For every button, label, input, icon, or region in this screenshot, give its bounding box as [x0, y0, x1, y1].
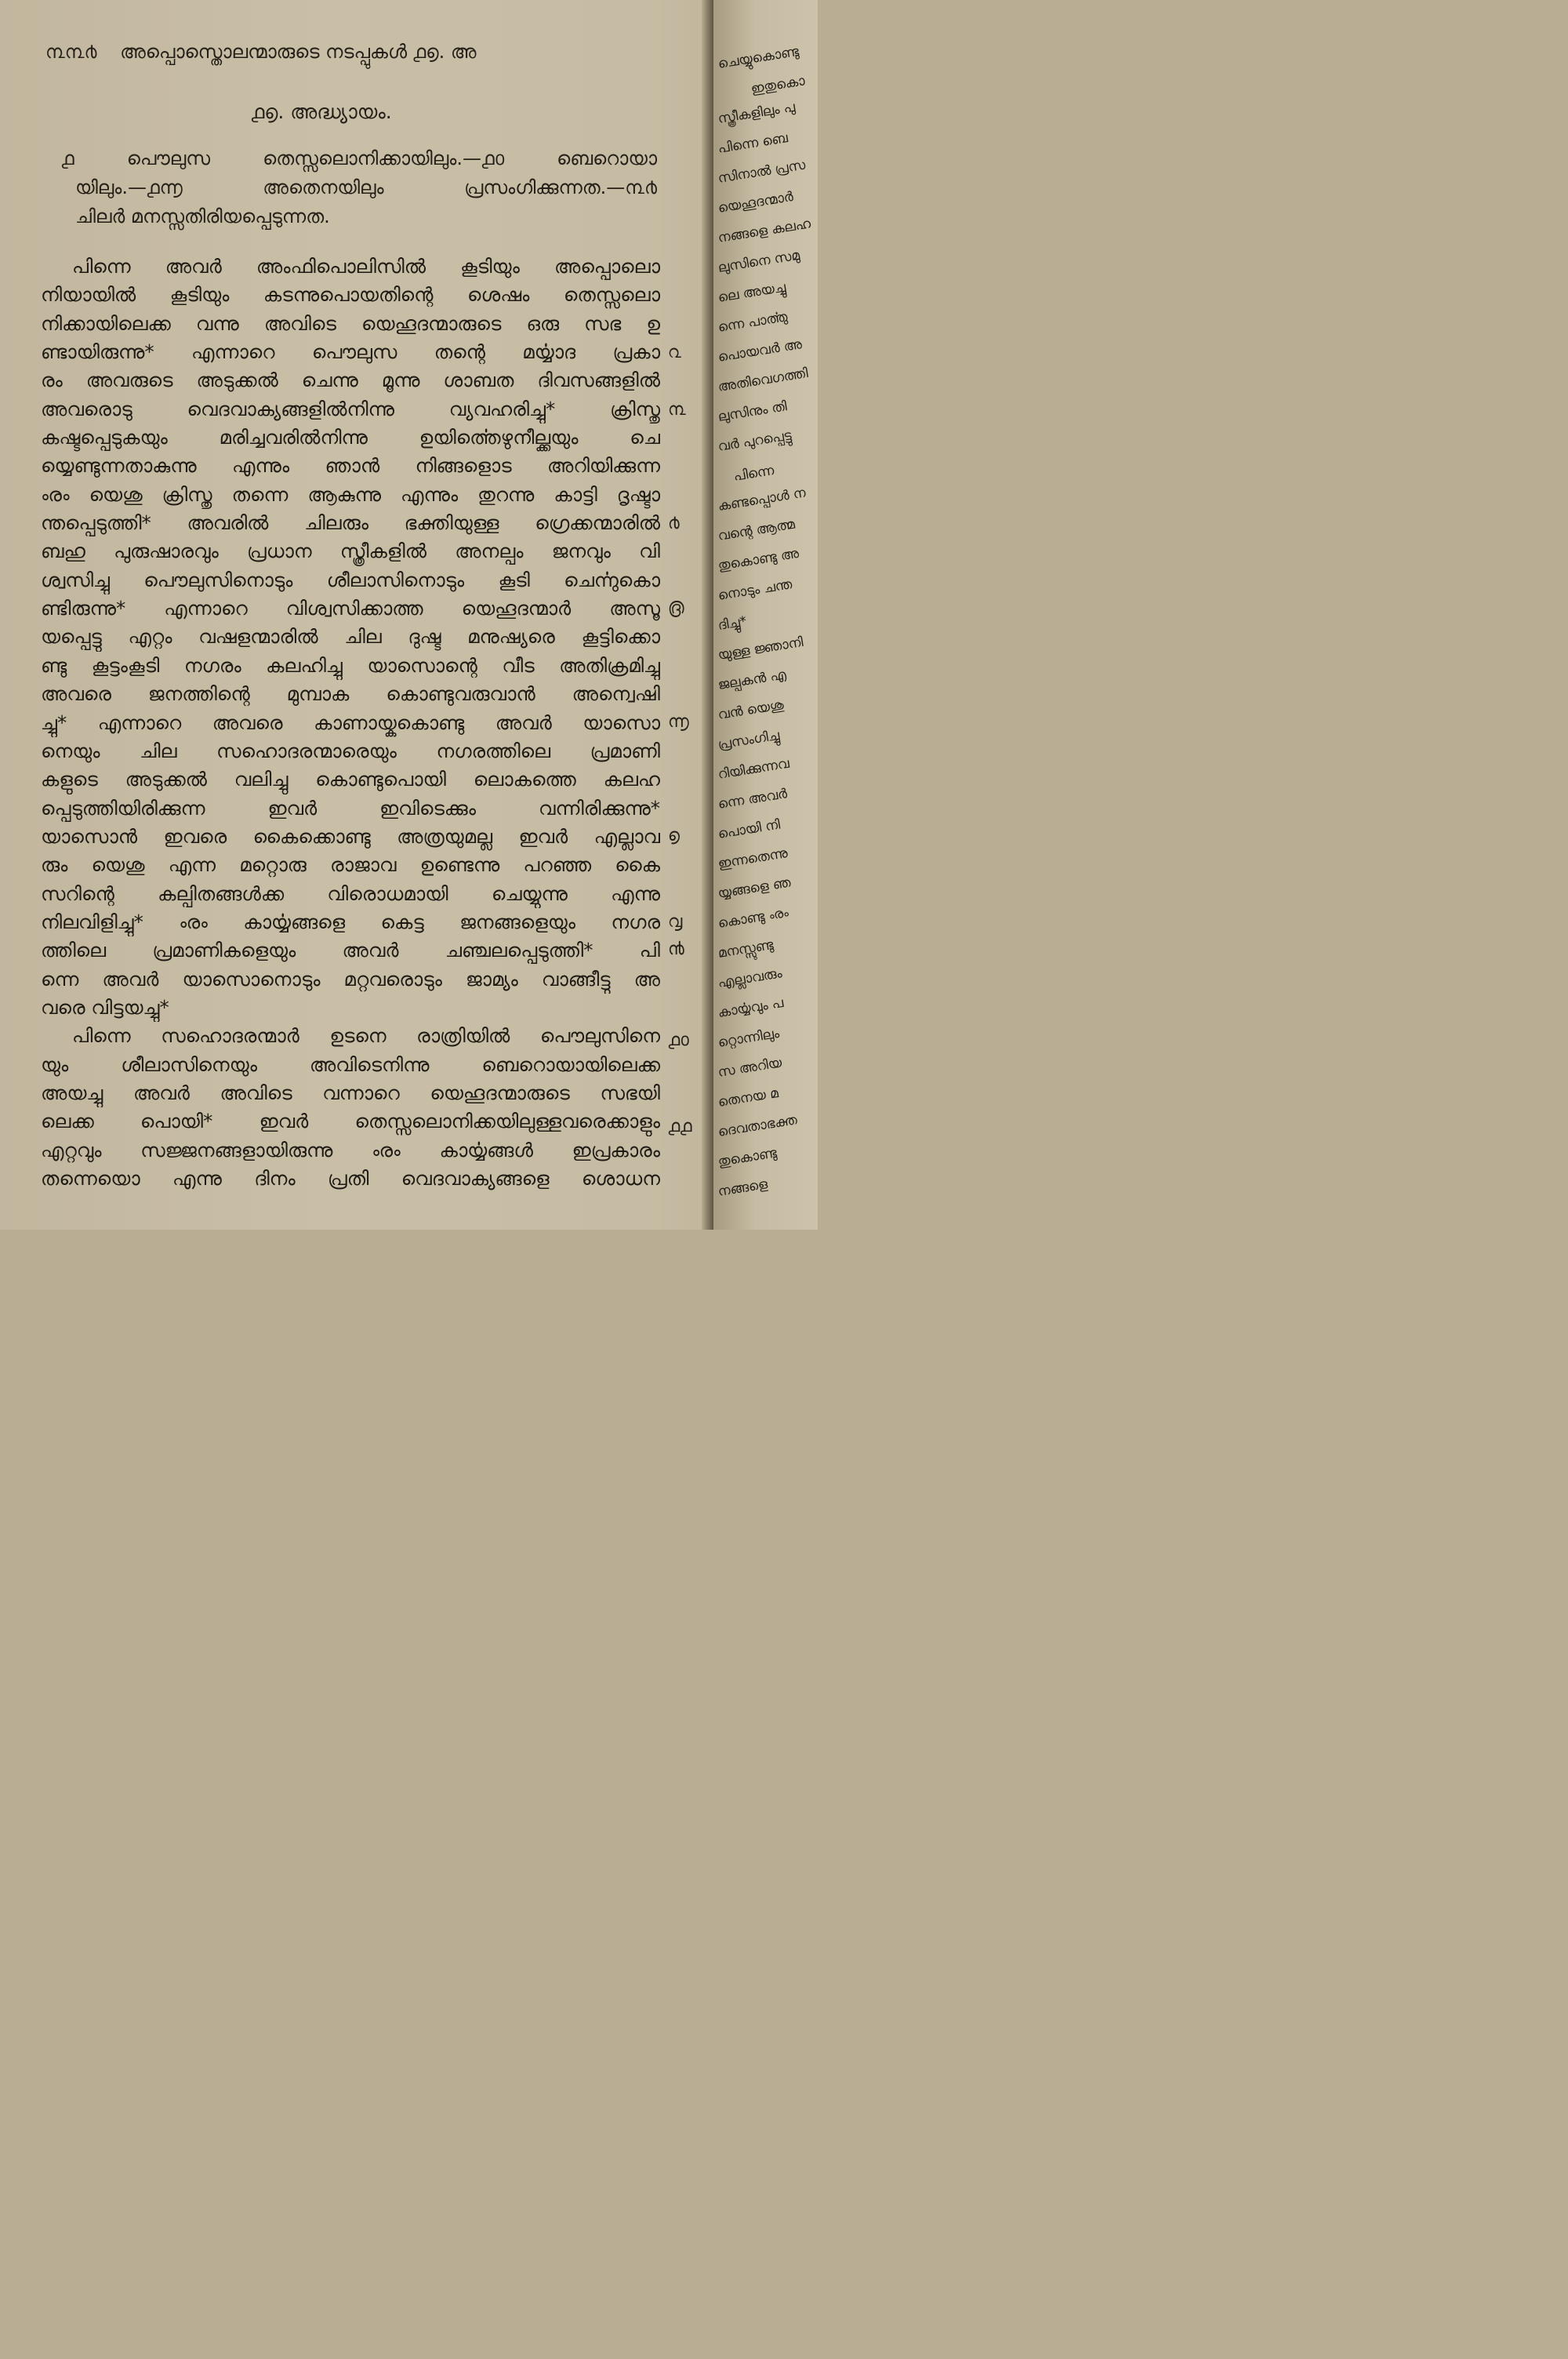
- facing-line: ദിച്ചു*: [717, 613, 748, 634]
- facing-line: നങ്ങളെ: [717, 1176, 769, 1200]
- chapter-summary: [61, 147, 657, 234]
- facing-line: തുകൊണ്ടു: [717, 1145, 779, 1170]
- facing-line: ചെയ്യുകൊണ്ടു: [717, 43, 800, 72]
- verse-number: ൫: [668, 598, 684, 618]
- facing-line: സ്ത്രീകളിലും പു: [717, 99, 797, 127]
- facing-line: പൊയി നി: [717, 816, 782, 842]
- body-line: നെയും ചില സഹൊദരന്മാരെയും നഗരത്തിലെ പ്രമാണി: [41, 739, 660, 762]
- body-line: നിക്കായിലെക്ക വന്നു അവിടെ യെഹൂദന്മാരുടെ ഒരു സഭ ഉ: [41, 311, 660, 335]
- running-header: [45, 41, 594, 63]
- chapter-title: ൧൭. അദ്ധ്യായം.: [251, 100, 392, 123]
- body-line: പിന്നെ സഹൊദരന്മാർ ഉടനെ രാത്രിയിൽ പൌലുസിനെ: [72, 1024, 660, 1048]
- body-line: പിന്നെ അവർ അംഫിപൊലിസിൽ കൂടിയും അപ്പൊലൊ: [72, 255, 660, 278]
- body-line: നിയായിൽ കൂടിയും കടന്നുപൊയതിന്റെ ശെഷം തെസ്സലൊ: [41, 283, 660, 307]
- facing-line: മനസ്സുണ്ടു: [717, 936, 775, 961]
- verse-number: ൯: [668, 940, 684, 959]
- summary-line: യിലും.—൧൬ അതെനയിലും പ്രസംഗിക്കുന്നത.—൩൪: [75, 176, 657, 198]
- facing-line: സിനാൽ പ്രസ: [717, 157, 807, 187]
- facing-line: വന്റെ ആത്മ: [717, 516, 797, 544]
- body-line: യ്യെണ്ടുന്നതാകുന്നു എന്നും ഞാൻ നിങ്ങളൊട അറിയിക്കുന്ന: [41, 454, 660, 478]
- facing-line: പ്രസംഗിച്ചു: [717, 727, 781, 753]
- facing-line: വർ പുറപ്പെട്ടു: [717, 427, 793, 455]
- body-line: യാസൊൻ ഇവരെ കൈക്കൊണ്ടു അത്രയുമല്ല ഇവർ എല്ലാവ: [41, 824, 660, 848]
- summary-line: ൧ പൌലുസ തെസ്സലൊനിക്കായിലും.—൧൦ ബെറൊയാ: [61, 147, 657, 169]
- facing-line: ഇന്നതെന്നു: [717, 845, 789, 872]
- body-line: യും ശീലാസിനെയും അവിടെനിന്നു ബെറൊയായിലെക്ക: [41, 1052, 660, 1076]
- verse-number: ൪: [668, 514, 680, 533]
- facing-line: ലെ അയച്ചു: [717, 279, 787, 306]
- body-line: വരെ വിട്ടയച്ചു*: [41, 995, 169, 1019]
- facing-line: നങ്ങളെ കലഹ: [717, 216, 812, 246]
- facing-line: അതിവെഗത്തി: [717, 365, 809, 395]
- body-line: ന്തപ്പെടുത്തി* അവരിൽ ചിലരും ഭക്തിയുള്ള ഗ്രെക്കന്മാരിൽ: [41, 511, 660, 535]
- facing-line: ജല്പകൻ എ: [717, 667, 788, 693]
- body-line: അവരൊടു വെദവാക്യങ്ങളിൽനിന്നു വ്യവഹരിച്ചു* ക്രിസ്തു: [41, 397, 660, 420]
- facing-line: റിയിക്കുന്നവ: [717, 755, 791, 783]
- body-line: അയച്ചു അവർ അവിടെ വന്നാറെ യെഹൂദന്മാരുടെ സഭയി: [41, 1081, 660, 1104]
- facing-page: [713, 0, 818, 1230]
- verse-number: ൬: [668, 712, 689, 732]
- facing-line: പിന്നെ: [732, 463, 775, 485]
- body-line: രും യെശു എന്ന മറ്റൊരു രാജാവ ഉണ്ടെന്നു പറഞ്ഞ കൈ: [41, 853, 660, 877]
- facing-line: ന്നെ അവർ: [717, 786, 789, 812]
- facing-line: യുള്ള ജ്ഞാനി: [717, 634, 804, 663]
- summary-line: ചിലർ മനസ്സതിരിയപ്പെടുന്നത.: [75, 205, 330, 227]
- body-line: കഷ്ടപ്പെടുകയും മരിച്ചവരിൽനിന്നു ഉയിൎത്തെഴുനീല്ക്കയും ചെ: [41, 426, 660, 449]
- facing-line: പിന്നെ ബെ: [717, 130, 789, 157]
- facing-line: കൊണ്ടു ൟ: [717, 904, 790, 932]
- book-title: അപ്പൊസ്തൊലന്മാരുടെ നടപ്പുകൾ ൧൭. അ: [120, 41, 477, 63]
- body-line: നിലവിളിച്ചു* ൟ കാൎയ്യങ്ങളെ കെട്ട ജനങ്ങളെയും നഗര: [41, 910, 660, 933]
- body-line: ണ്ടിരുന്നു* എന്നാറെ വിശ്വസിക്കാത്ത യെഹൂദന്മാർ അസൂ: [41, 597, 660, 620]
- body-line: രം അവരുടെ അടുക്കൽ ചെന്നു മൂന്നു ശാബത ദിവസങ്ങളിൽ: [41, 369, 660, 392]
- body-line: കളുടെ അടുക്കൽ വലിച്ചു കൊണ്ടുപൊയി ലൊകത്തെ കലഹ: [41, 768, 660, 791]
- body-line: തന്നെയൊ എന്നു ദിനം പ്രതി വെദവാക്യങ്ങളെ ശൊധന: [41, 1167, 660, 1190]
- body-line: സറിന്റെ കല്പിതങ്ങൾക്ക വിരൊധമായി ചെയ്യുന്നു എന്നു: [41, 881, 660, 905]
- facing-line: ഇതുകൊ: [750, 73, 806, 97]
- verse-number: ൧൧: [668, 1117, 692, 1136]
- body-line: ൟ യെശു ക്രിസ്തു തന്നെ ആകുന്നു എന്നും തുറന്നു കാട്ടി ദൃഷ്ടാ: [41, 482, 660, 506]
- body-line: ത്തിലെ പ്രമാണികളെയും അവർ ചഞ്ചലപ്പെടുത്തി* പി: [41, 939, 660, 962]
- body-line: എറ്റവും സജ്ജനങ്ങളായിരുന്നു ൟ കാൎയ്യങ്ങൾ ഇപ്രകാരം: [41, 1138, 660, 1161]
- facing-line: ലുസിനും തി: [717, 398, 789, 425]
- verse-number: ൭: [668, 826, 680, 845]
- verse-number: ൮: [668, 912, 683, 932]
- facing-line: കണ്ടപ്പൊൾ ന: [717, 485, 807, 514]
- facing-line: ലുസിനെ സമു: [717, 247, 801, 276]
- body-line: യപ്പെട്ടു എറ്റം വഷളന്മാരിൽ ചില ദുഷ്ട മനുഷ്യരെ കൂട്ടിക്കൊ: [41, 625, 660, 649]
- body-line: ലെക്ക പൊയി* ഇവർ തെസ്സലൊനിക്കയിലുള്ളവരെക്കാളും: [41, 1110, 660, 1133]
- facing-line: നൊടും ചന്ത: [717, 576, 793, 604]
- verse-number: ൩: [668, 400, 686, 420]
- body-text: [41, 253, 660, 1193]
- facing-line: എല്ലാവരും: [717, 965, 783, 991]
- body-line: ണ്ടായിരുന്നു* എന്നാറെ പൌലുസ തന്റെ മൎയ്യാദ പ്രകാ: [41, 340, 660, 364]
- facing-line: വൻ യെശു: [717, 696, 786, 723]
- facing-line: ന്നെ പാൎത്തു: [717, 309, 789, 336]
- facing-line: യ്യങ്ങളെ ഞ: [717, 874, 792, 902]
- facing-line: സ അറിയ: [717, 1055, 783, 1081]
- facing-line: റ്റൊന്നിലും: [717, 1025, 781, 1051]
- facing-line: യെഹൂദന്മാർ: [717, 188, 795, 216]
- facing-line: ദെവതാഭക്ത: [717, 1112, 799, 1140]
- facing-line: തെനയ മ: [717, 1085, 780, 1110]
- body-line: ന്നെ അവർ യാസൊനൊടും മറ്റവരൊടും ജാമ്യം വാങ്ങീട്ടു അ: [41, 967, 660, 990]
- body-line: അവരെ ജനത്തിന്റെ മുമ്പാക കൊണ്ടുവരുവാൻ അന്വെഷി: [41, 682, 660, 706]
- body-line: ശ്വസിച്ചു പൌലുസിനൊടും ശീലാസിനൊടും കൂടി ചെൎന്നുകൊ: [41, 568, 660, 591]
- page-number: ൩൩൪: [45, 41, 97, 63]
- body-line: പ്പെടുത്തിയിരിക്കുന്ന ഇവർ ഇവിടെക്കും വന്നിരിക്കുന്നു*: [41, 796, 660, 820]
- book-page-scan: [0, 0, 818, 1230]
- verse-number: ൨: [668, 343, 681, 362]
- body-line: ബഹു പുരുഷാരവും പ്രധാന സ്ത്രീകളിൽ അനല്പം ജനവും വി: [41, 540, 660, 563]
- facing-line: പൊയവർ അ: [717, 336, 804, 365]
- body-line: ച്ചു* എന്നാറെ അവരെ കാണായ്കകൊണ്ടു അവർ യാസൊ: [41, 711, 660, 734]
- facing-line: തുകൊണ്ടു അ: [717, 545, 800, 574]
- verse-number: ൧൦: [668, 1030, 689, 1050]
- facing-line: കാൎയ്യവും പ: [717, 994, 785, 1021]
- body-line: ണ്ടു കൂട്ടംകൂടി നഗരം കലഹിച്ചു യാസൊന്റെ വീട അതിക്രമിച്ചു: [41, 653, 660, 677]
